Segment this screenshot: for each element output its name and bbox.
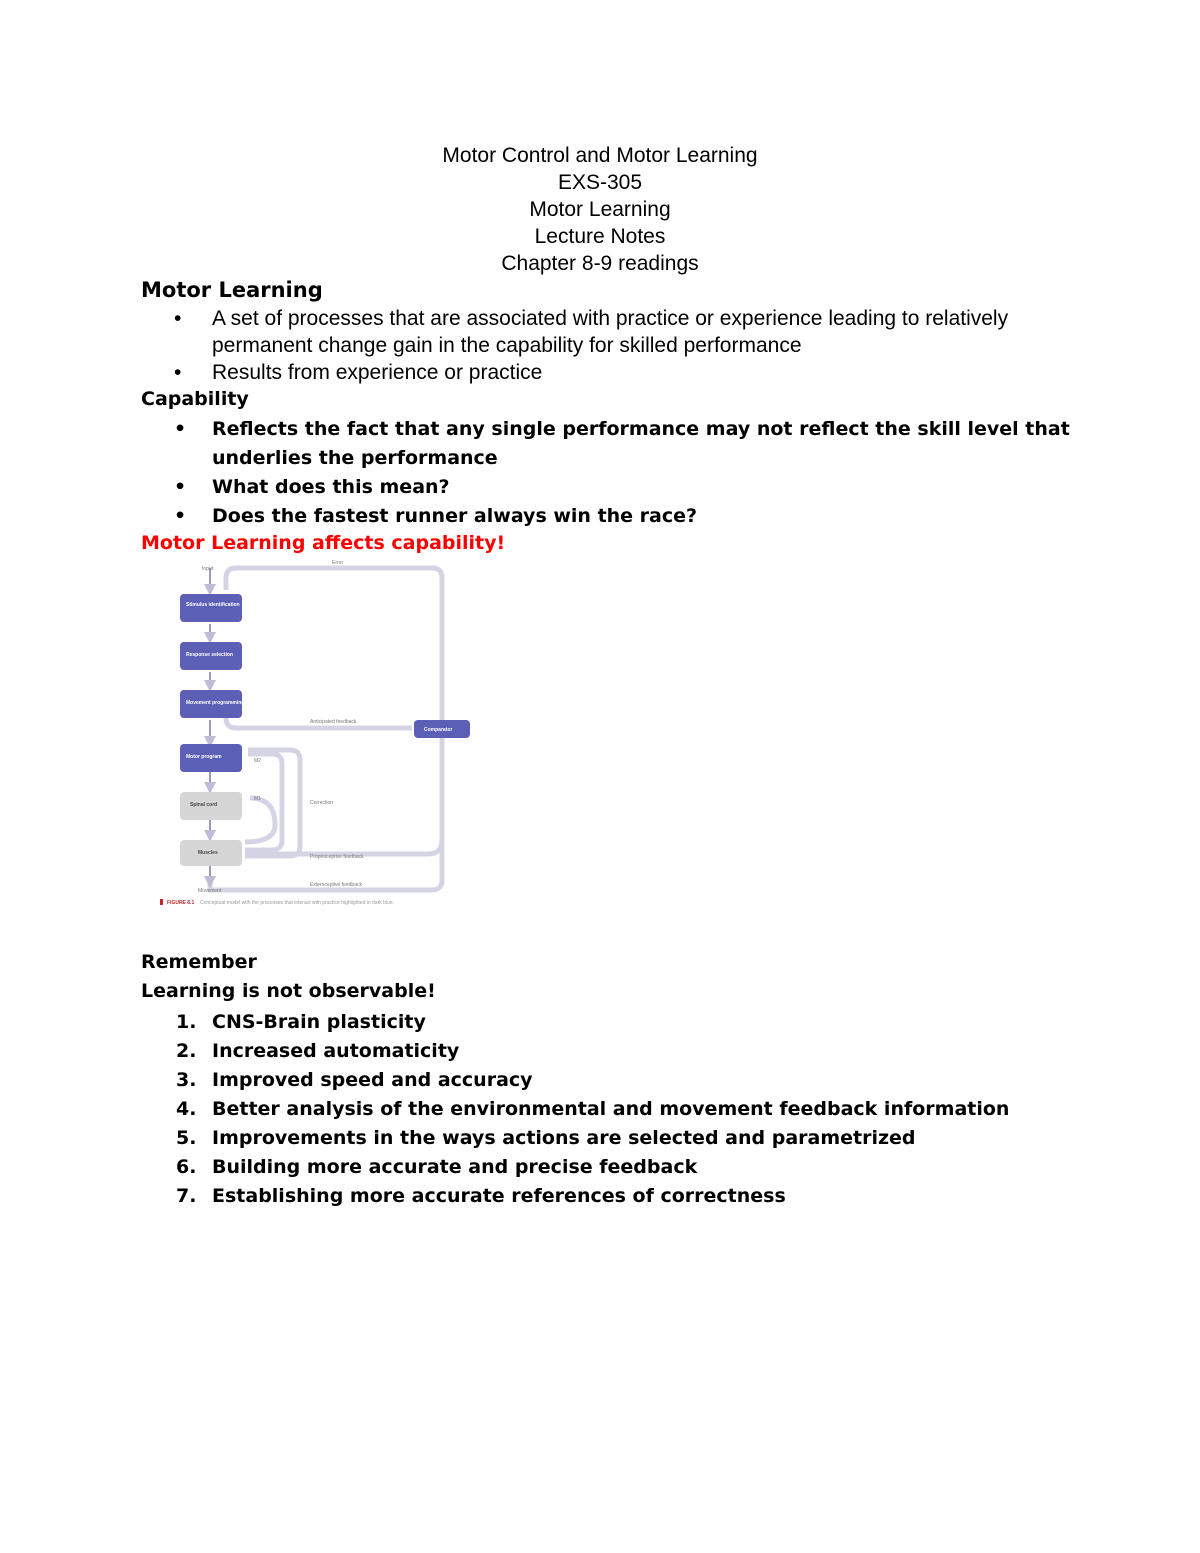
topic-title: Motor Learning (529, 198, 671, 221)
figure-label: FIGURE 8.1 (167, 900, 195, 906)
error-label: Error (332, 560, 344, 566)
box-spinal-cord (180, 792, 242, 820)
correction-label: Correction (310, 800, 334, 806)
box-label: Comparator (424, 727, 453, 733)
course-title: Motor Control and Motor Learning (442, 144, 758, 167)
feedback-loops (210, 568, 442, 890)
conceptual-model-diagram (150, 560, 495, 910)
course-code: EXS-305 (557, 171, 643, 194)
box-stimulus (180, 594, 242, 622)
motor-learning-heading: Motor Learning (141, 278, 323, 302)
learning-not-observable: Learning is not observable! (141, 980, 436, 1002)
box-label: Movement programming (186, 700, 245, 706)
list-item: 3. Improved speed and accuracy (176, 1069, 533, 1091)
list-item: 4. Better analysis of the environmental and movement feedback information (176, 1098, 1010, 1120)
remember-list (141, 1008, 1081, 1211)
spinal-loop-line (245, 798, 275, 842)
list-item: 5. Improvements in the ways actions are selected and parametrized (176, 1127, 916, 1149)
list-item: • Results from experience or practice (174, 361, 543, 384)
bullet-icon: • (174, 418, 187, 440)
bullet-icon: • (174, 476, 187, 498)
anticipated-label: Anticipated feedback (310, 719, 357, 725)
list-item: • Reflects the fact that any single performance may not reflect the skill level that underlies the performance (141, 415, 1081, 473)
box-muscles (180, 840, 242, 866)
extero-line (210, 738, 442, 890)
box-label: Stimulus identification (186, 602, 240, 608)
bullet-icon: • (174, 505, 187, 527)
proprio-label: Proprioceptive feedback (310, 854, 364, 860)
list-item: 2. Increased automaticity (176, 1040, 460, 1062)
box-label: Motor program (186, 754, 222, 760)
output-label: Movement (198, 888, 222, 894)
list-item: 7. Establishing more accurate references of correctness (176, 1185, 786, 1207)
list-item: • What does this mean? (141, 473, 1081, 502)
figure-caption: Conceptual model with the processes that interact with practice highlighted in dark blue. (200, 900, 394, 906)
input-label: Input (202, 566, 214, 572)
list-item: • A set of processes that are associated with practice or experience leading to relatively permanent change gain in the capability for skilled performance (174, 307, 1009, 357)
box-label: Muscles (198, 850, 218, 856)
capability-list (141, 415, 1081, 531)
capability-heading: Capability (141, 388, 249, 410)
motor-learning-list (141, 305, 1041, 386)
list-item: 1. CNS-Brain plasticity (176, 1011, 426, 1033)
list-item: • Does the fastest runner always win the race? (141, 502, 1081, 531)
box-label: Response selection (186, 652, 233, 658)
extero-label: Exteroceptive feedback (310, 882, 362, 888)
box-label: Spinal cord (190, 802, 218, 808)
box-response (180, 642, 242, 670)
box-motor-program (180, 744, 242, 772)
m2-label: M2 (254, 758, 261, 764)
readings: Chapter 8-9 readings (501, 252, 699, 275)
title-block (0, 142, 1200, 277)
bullet-icon: • (174, 307, 182, 330)
error-loop-line (226, 568, 442, 728)
box-shape (180, 594, 242, 622)
m1-label: M1 (254, 796, 261, 802)
box-comparator (414, 720, 470, 738)
remember-heading: Remember (141, 951, 257, 973)
callout-text: Motor Learning affects capability! (141, 532, 506, 554)
caption-marker (160, 899, 163, 905)
list-item: 6. Building more accurate and precise feedback (176, 1156, 698, 1178)
bullet-icon: • (174, 361, 182, 384)
doc-type: Lecture Notes (534, 225, 666, 248)
box-movement-programming (180, 690, 244, 718)
